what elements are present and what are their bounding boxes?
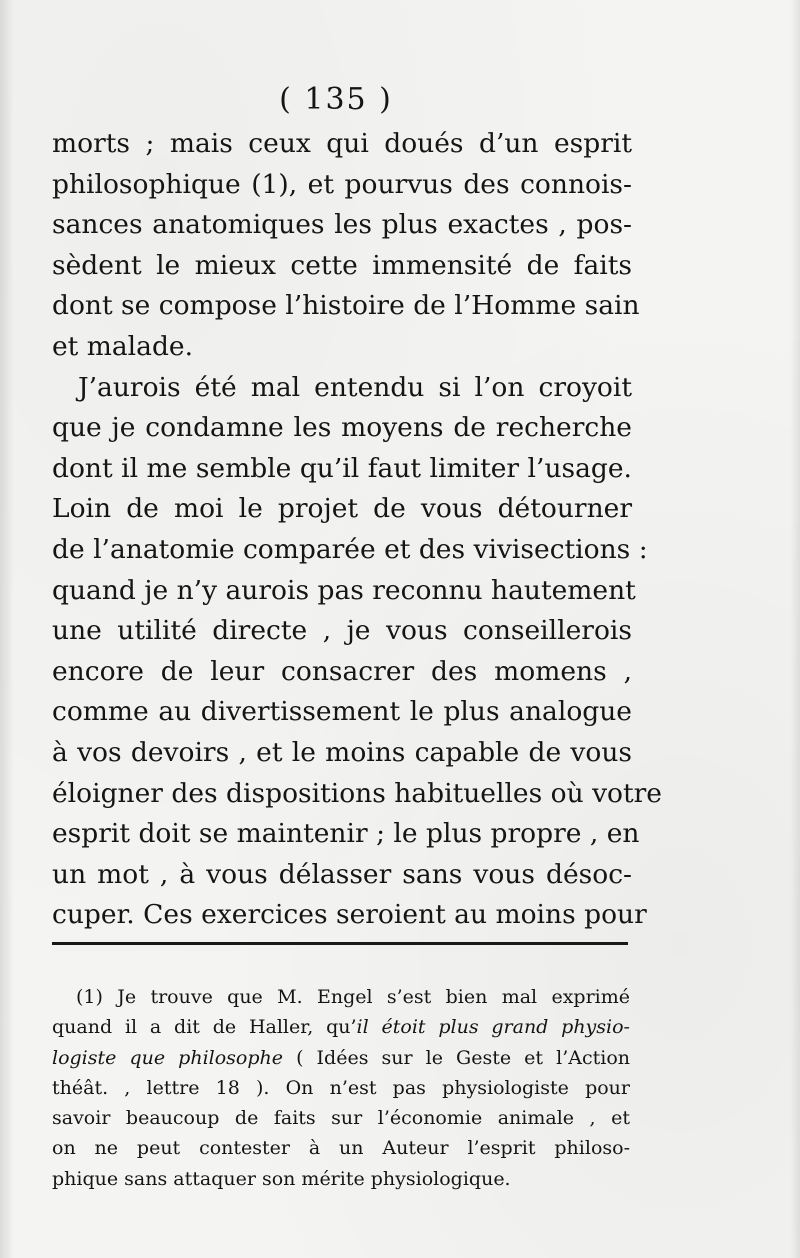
body-line: une utilité directe , je vous conseillerois bbox=[52, 615, 632, 647]
body-line: à vos devoirs , et le moins capable de vous bbox=[52, 736, 632, 768]
footnote-line: savoir beaucoup de faits sur l’économie animale , et bbox=[52, 1107, 630, 1130]
body-line: Loin de moi le projet de vous détourner bbox=[52, 493, 632, 525]
footnote-separator-rule bbox=[52, 942, 628, 945]
footnote-text: ( Idées sur le Geste et l’Action bbox=[283, 1046, 630, 1069]
body-line: esprit doit se maintenir ; le plus propre , en bbox=[52, 818, 640, 850]
body-line: philosophique (1), et pourvus des connois- bbox=[52, 168, 632, 200]
body-line: comme au divertissement le plus analogue bbox=[52, 696, 632, 728]
body-line: de l’anatomie comparée et des vivisections : bbox=[52, 533, 648, 565]
body-line: J’aurois été mal entendu si l’on croyoit bbox=[78, 371, 632, 403]
footnote-line bbox=[52, 1012, 630, 1042]
page-edge-shadow-left bbox=[0, 0, 14, 1258]
body-line: morts ; mais ceux qui doués d’un esprit bbox=[52, 128, 632, 159]
body-line: sèdent le mieux cette immensité de faits bbox=[52, 249, 632, 281]
body-line: et malade. bbox=[52, 330, 194, 362]
body-line: éloigner des dispositions habituelles où votre bbox=[52, 777, 662, 809]
footnote-quote: il étoit plus grand physio- bbox=[356, 1016, 630, 1039]
page-number: ( 135 ) bbox=[279, 82, 393, 117]
footnote-line: théât. , lettre 18 ). On n’est pas physiologiste pour bbox=[52, 1076, 630, 1099]
body-line: cuper. Ces exercices seroient au moins pour bbox=[52, 899, 647, 931]
body-line: quand je n’y aurois pas reconnu hautement bbox=[52, 574, 636, 606]
footnote bbox=[52, 982, 630, 1194]
body-line: sances anatomiques les plus exactes , pos- bbox=[52, 209, 632, 241]
body-line: dont se compose l’histoire de l’Homme sain bbox=[52, 290, 640, 322]
footnote-text: quand il a dit de Haller, qu’ bbox=[52, 1016, 357, 1039]
footnote-line bbox=[52, 1043, 630, 1073]
footnote-line: (1) Je trouve que M. Engel s’est bien mal exprimé bbox=[76, 986, 630, 1008]
footnote-line: on ne peut contester à un Auteur l’esprit philoso- bbox=[52, 1137, 630, 1160]
body-text bbox=[52, 124, 662, 936]
footnote-quote: logiste que philosophe bbox=[52, 1046, 283, 1069]
body-line: que je condamne les moyens de recherche bbox=[52, 412, 632, 444]
body-line: encore de leur consacrer des momens , bbox=[52, 655, 632, 687]
body-line: dont il me semble qu’il faut limiter l’usage. bbox=[52, 452, 632, 484]
body-line: un mot , à vous délasser sans vous désoc- bbox=[52, 858, 632, 890]
footnote-line: phique sans attaquer son mérite physiologique. bbox=[52, 1167, 511, 1190]
page-edge-shadow-right bbox=[790, 0, 800, 1258]
